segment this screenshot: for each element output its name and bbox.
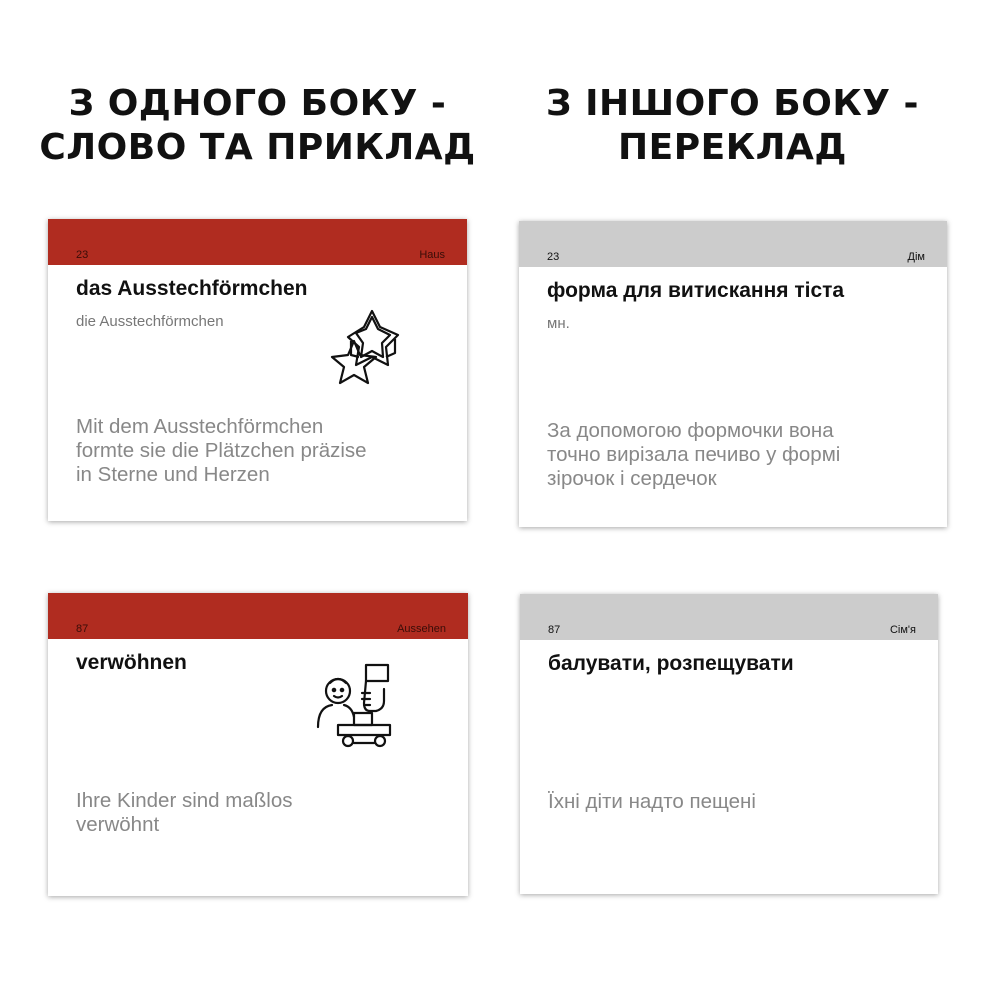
- heading-line: ПЕРЕКЛАД: [618, 127, 847, 168]
- card-word: форма для витискання тіста: [547, 279, 845, 302]
- card-header: [520, 594, 938, 640]
- card-word: das Ausstechförmchen: [76, 277, 308, 300]
- card-number: 23: [76, 249, 89, 261]
- card-header: [519, 221, 947, 267]
- card-header: [48, 593, 468, 639]
- example-line: Їхні діти надто пещені: [548, 790, 756, 813]
- card-plural: die Ausstechförmchen: [76, 313, 224, 330]
- card-example: [76, 415, 447, 487]
- flashcard-back-2: [520, 594, 938, 894]
- heading-line: З ОДНОГО БОКУ -: [68, 83, 447, 124]
- card-word: балувати, розпещувати: [548, 652, 794, 675]
- flashcard-front-1: [48, 219, 467, 521]
- example-line: formte sie die Plätzchen präzise: [76, 439, 367, 462]
- back-side-heading: [505, 82, 960, 170]
- cookie-cutter-stars-icon: [326, 309, 416, 389]
- card-category: Сім'я: [889, 624, 916, 636]
- card-word: verwöhnen: [76, 651, 187, 674]
- card-number: 87: [548, 624, 561, 636]
- example-line: verwöhnt: [76, 813, 160, 836]
- card-category: Haus: [419, 249, 445, 261]
- example-line: зірочок і сердечок: [547, 467, 717, 490]
- example-line: Ihre Kinder sind maßlos: [76, 789, 293, 812]
- example-line: точно вирізала печиво у формі: [547, 443, 841, 466]
- example-line: in Sterne und Herzen: [76, 463, 270, 486]
- example-line: За допомогою формочки вона: [547, 419, 834, 442]
- example-line: Mit dem Ausstechförmchen: [76, 415, 324, 438]
- card-example: [76, 789, 448, 837]
- spoiled-child-icon: [314, 663, 404, 755]
- card-example: [548, 790, 918, 814]
- card-number: 23: [547, 251, 560, 263]
- card-header: [48, 219, 467, 265]
- flashcard-back-1: [519, 221, 947, 527]
- card-category: Aussehen: [397, 623, 446, 635]
- heading-line: З ІНШОГО БОКУ -: [546, 83, 919, 124]
- card-category: Дім: [907, 251, 925, 263]
- card-number: 87: [76, 623, 89, 635]
- flashcard-front-2: [48, 593, 468, 896]
- card-plural: мн.: [547, 315, 570, 332]
- front-side-heading: [30, 82, 485, 170]
- card-example: [547, 419, 927, 491]
- heading-line: СЛОВО ТА ПРИКЛАД: [39, 127, 476, 168]
